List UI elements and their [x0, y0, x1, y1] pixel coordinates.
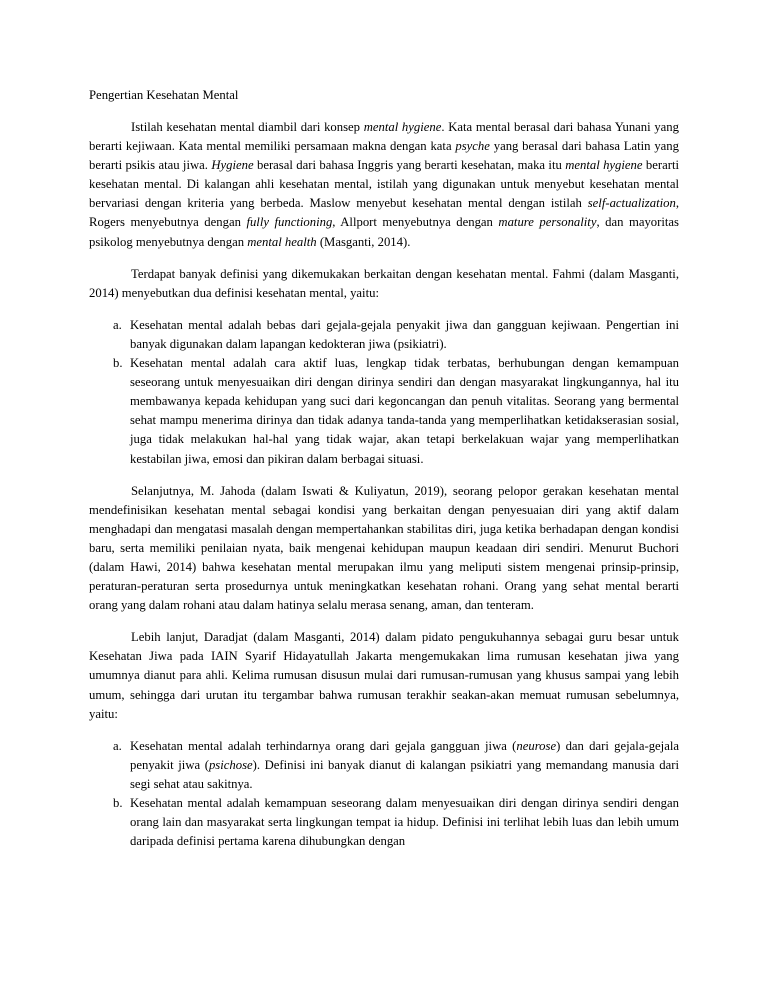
text-run: . Kata mental berasal dari bahasa Yunani yang berarti kejiwaan. Kata mental memiliki persamaan makna dengan kata — [89, 120, 679, 154]
text-run: , dan mayoritas psikolog menyebutnya dengan — [89, 215, 679, 249]
page-title: Pengertian Kesehatan Mental — [89, 88, 239, 102]
list-marker: a. — [113, 738, 122, 753]
italic-term-mental-hygiene: mental hygiene — [363, 120, 442, 134]
text-run: , Rogers menyebutnya dengan — [89, 196, 679, 230]
italic-term-mental-health: mental health — [247, 234, 317, 249]
text-run: yang berasal dari bahasa Latin yang berarti psikis atau jiwa. — [89, 139, 679, 173]
list-item — [89, 354, 679, 469]
list-item-text: Kesehatan mental adalah kemampuan seseorang dalam menyesuaikan diri dengan dirinya sendiri dengan orang lain dan masyarakat serta lingkungan tempat ia hidup. Definisi ini terlihat lebih luas dan lebih umum daripada definisi pertama karena dihubungkan dengan — [130, 796, 679, 849]
text-run: (Masganti, 2014). — [316, 234, 411, 249]
italic-term-hygiene: Hygiene — [211, 158, 254, 173]
text-run: Kesehatan mental adalah terhindarnya orang dari gejala gangguan jiwa ( — [130, 738, 517, 753]
text-run: , Allport menyebutnya dengan — [332, 215, 499, 230]
paragraph-terdapat-banyak-definisi: Terdapat banyak definisi yang dikemukakan berkaitan dengan kesehatan mental. Fahmi (dalam Masganti, 2014) menyebutkan dua definisi kesehatan mental, yaitu: — [89, 266, 679, 300]
text-run: berasal dari bahasa Inggris yang berarti kesehatan, maka itu — [253, 158, 566, 173]
definition-list-fahmi — [89, 316, 679, 469]
list-item-text — [130, 737, 679, 794]
list-item — [89, 316, 679, 354]
definition-list-daradjat — [89, 737, 679, 852]
list-item — [89, 737, 679, 794]
list-item-text: Kesehatan mental adalah bebas dari gejala-gejala penyakit jiwa dan gangguan kejiwaan. Pengertian ini banyak digunakan dalam lapangan kedokteran jiwa (psikiatri). — [130, 317, 679, 351]
document-body — [89, 86, 679, 851]
italic-term-psyche: psyche — [455, 139, 490, 154]
italic-term-mature-personality: mature personality — [498, 215, 597, 230]
text-run: berarti kesehatan mental. Di kalangan ahli kesehatan mental, istilah yang digunakan untuk menyebut kesehatan mental bervariasi dengan kriteria yang berbeda. Maslow menyebut kesehatan mental dengan istilah — [89, 158, 680, 211]
text-run: ). Definisi ini banyak dianut di kalangan psikiatri yang memandang manusia dari segi sehat atau sakitnya. — [130, 757, 680, 791]
text-run: ) dan dari gejala-gejala penyakit jiwa ( — [130, 738, 679, 772]
paragraph-istilah-kesehatan-mental — [89, 118, 679, 252]
italic-term-mental-hygiene-2: mental hygiene — [565, 158, 643, 173]
list-item — [89, 794, 679, 851]
list-marker: b. — [113, 356, 123, 371]
list-marker: b. — [113, 796, 123, 810]
text-run: Istilah kesehatan mental diambil dari konsep — [131, 120, 364, 134]
italic-term-self-actualization: self-actualization — [587, 196, 676, 211]
paragraph-selanjutnya-jahoda: Selanjutnya, M. Jahoda (dalam Iswati & Kuliyatun, 2019), seorang pelopor gerakan kesehatan mental mendefinisikan kesehatan mental sebagai kondisi yang berkaitan dengan penyesuaian diri yang aktif dalam menghadapi dan mengatasi masalah dengan mempertahankan stabilitas diri, juga ketika berhadapan dengan kondisi baru, serta memiliki penilaian nyata, baik mengenai kehidupan maupun keadaan diri sendiri. Menurut Buchori (dalam Hawi, 2014) bahwa kesehatan mental merupakan ilmu yang meliputi sistem mengenai prinsip-prinsip, peraturan-peraturan serta prosedurnya untuk meningkatkan kesehatan rohani. Orang yang sehat mental berarti orang yang dalam rohani atau dalam hatinya selalu merasa senang, aman, dan tenteram. — [89, 483, 679, 613]
list-item-text: Kesehatan mental adalah cara aktif luas, lengkap tidak terbatas, berhubungan dengan kemampuan seseorang untuk menyesuaikan diri dengan dirinya sendiri dan dengan masyarakat lingkungannya, hal itu membawanya kepada kehidupan yang suci dari kegoncangan dan penuh vitalitas. Seorang yang bermental sehat mampu menerima dirinya dan tidak adanya tanda-tanda yang memperlihatkan ketidakserasian sosial, juga tidak melakukan hal-hal yang tidak wajar, akan tetapi berkelakuan wajar yang memperlihatkan kestabilan jiwa, emosi dan pikiran dalam berbagai situasi. — [130, 356, 679, 466]
italic-term-neurose: neurose — [516, 738, 557, 753]
italic-term-psichose: psichose — [208, 757, 253, 772]
list-marker: a. — [113, 317, 122, 332]
italic-term-fully-functioning: fully functioning — [246, 215, 333, 230]
paragraph-lebih-lanjut-daradjat: Lebih lanjut, Daradjat (dalam Masganti, 2014) dalam pidato pengukuhannya sebagai guru besar untuk Kesehatan Jiwa pada IAIN Syarif Hidayatullah Jakarta mengemukakan lima rumusan kesehatan jiwa yang umumnya dianut para ahli. Kelima rumusan disusun mulai dari rumusan-rumusan yang khusus sampai yang lebih umum, sehingga dari urutan itu tergambar bahwa rumusan terakhir seakan-akan memuat rumusan sebelumnya, yaitu: — [89, 630, 679, 721]
